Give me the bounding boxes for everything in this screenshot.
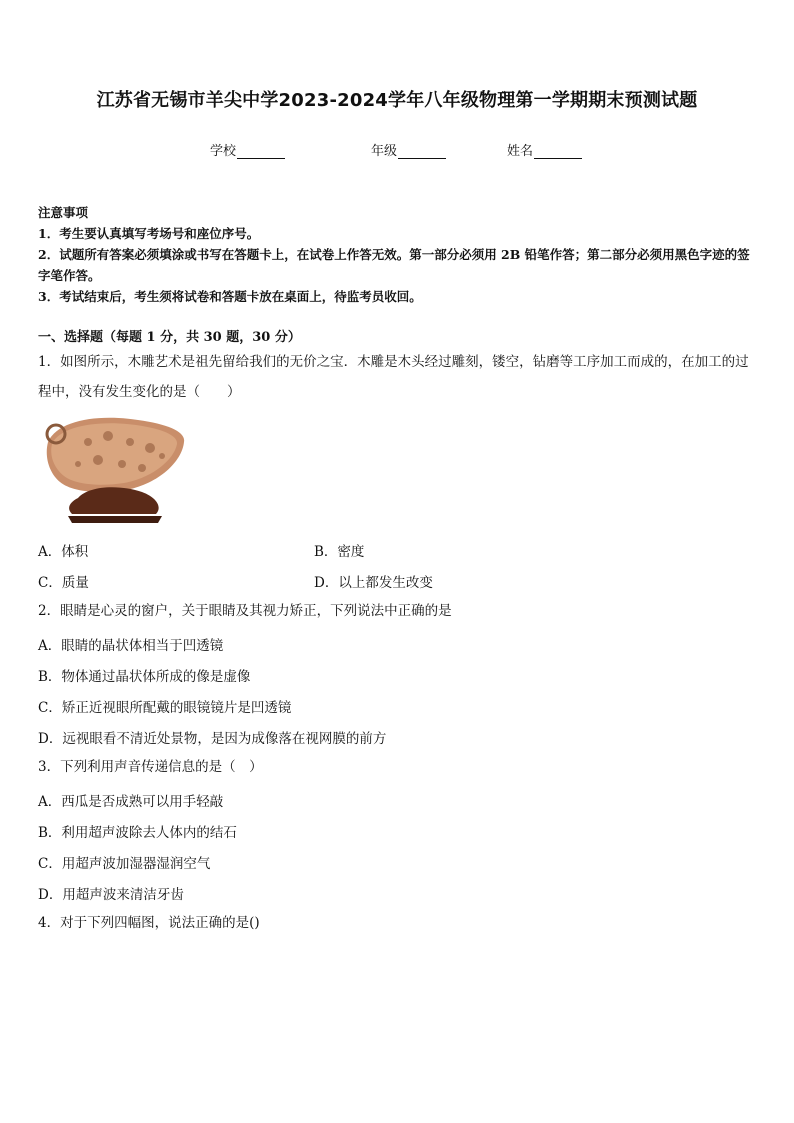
exam-title: 江苏省无锡市羊尖中学2023-2024学年八年级物理第一学期期末预测试题: [96, 90, 698, 111]
notes-item: 3．考试结束后，考生须将试卷和答题卡放在桌面上，待监考员收回。: [38, 289, 422, 304]
grade-blank[interactable]: [398, 144, 446, 159]
question-4-stem: 4．对于下列四幅图，说法正确的是(): [38, 915, 260, 931]
option-a: A．体积: [38, 544, 89, 560]
student-info-row: [0, 140, 794, 160]
grade-field[interactable]: [371, 140, 446, 159]
option-d: D．用超声波来清洁牙齿: [38, 887, 184, 903]
option-b: B．利用超声波除去人体内的结石: [38, 825, 237, 841]
school-label: 学校: [210, 144, 237, 159]
section-heading: 一、选择题（每题 1 分，共 30 题，30 分）: [38, 330, 301, 345]
notes-block: [38, 202, 760, 307]
option-b: B．物体通过晶状体所成的像是虚像: [38, 669, 251, 685]
option-c: C．质量: [38, 575, 89, 591]
name-field[interactable]: [507, 140, 582, 159]
option-d: D．远视眼看不清近处景物，是因为成像落在视网膜的前方: [38, 731, 387, 747]
question-3-stem: 3．下列利用声音传递信息的是（ ）: [38, 759, 263, 775]
option-c: C．矫正近视眼所配戴的眼镜镜片是凹透镜: [38, 700, 292, 716]
question-1-stem: 1．如图所示，木雕艺术是祖先留给我们的无价之宝．木雕是木头经过雕刻，镂空，钻磨等工序加工而成的，在加工的过程中，没有发生变化的是（ ）: [38, 354, 749, 400]
option-a: A．西瓜是否成熟可以用手轻敲: [38, 794, 224, 810]
school-field[interactable]: [210, 140, 285, 159]
question-2-stem: 2．眼睛是心灵的窗户，关于眼睛及其视力矫正，下列说法中正确的是: [38, 603, 452, 619]
name-label: 姓名: [507, 144, 534, 159]
wood-carving-image: [38, 412, 188, 525]
grade-label: 年级: [371, 144, 398, 159]
option-b: B．密度: [314, 544, 365, 560]
notes-item: 2．试题所有答案必须填涂或书写在答题卡上，在试卷上作答无效。第一部分必须用 2B 铅笔作答；第二部分必须用黑色字迹的签字笔作答。: [38, 247, 750, 283]
option-c: C．用超声波加湿器湿润空气: [38, 856, 211, 872]
school-blank[interactable]: [237, 144, 285, 159]
option-a: A．眼睛的晶状体相当于凹透镜: [38, 638, 224, 654]
name-blank[interactable]: [534, 144, 582, 159]
option-d: D．以上都发生改变: [314, 575, 433, 591]
notes-item: 1．考生要认真填写考场号和座位序号。: [38, 226, 260, 241]
notes-heading: 注意事项: [38, 205, 89, 220]
